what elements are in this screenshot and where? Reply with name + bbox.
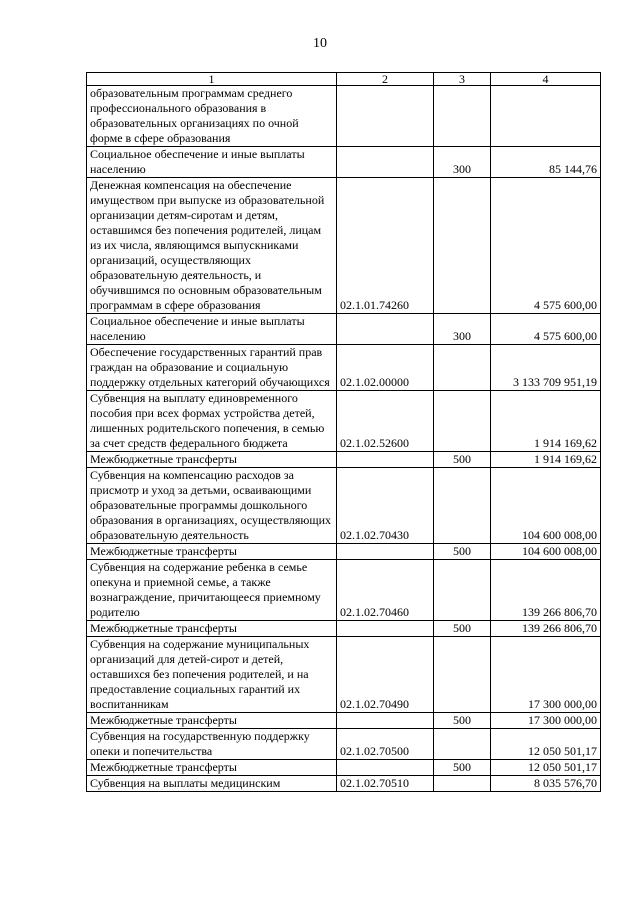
table-row	[87, 760, 601, 776]
row-type-cell: 500	[434, 713, 491, 729]
row-amount-cell: 8 035 576,70	[491, 776, 601, 792]
table-header-row	[87, 73, 601, 86]
table-row	[87, 560, 601, 621]
row-name-cell: Межбюджетные трансферты	[87, 760, 337, 776]
row-amount-cell: 17 300 000,00	[491, 713, 601, 729]
row-type-cell	[434, 345, 491, 391]
row-name-cell: Социальное обеспечение и иные выплаты населению	[87, 314, 337, 345]
row-type-cell	[434, 178, 491, 314]
row-amount-cell: 1 914 169,62	[491, 391, 601, 452]
column-header-1: 1	[87, 73, 337, 86]
table-row	[87, 391, 601, 452]
table-row	[87, 468, 601, 544]
row-amount-cell: 4 575 600,00	[491, 314, 601, 345]
row-amount-cell: 104 600 008,00	[491, 468, 601, 544]
row-name-cell: Межбюджетные трансферты	[87, 452, 337, 468]
row-amount-cell: 12 050 501,17	[491, 760, 601, 776]
row-type-cell	[434, 729, 491, 760]
row-amount-cell: 1 914 169,62	[491, 452, 601, 468]
row-code-cell: 02.1.02.70500	[337, 729, 434, 760]
row-amount-cell: 139 266 806,70	[491, 621, 601, 637]
row-code-cell	[337, 713, 434, 729]
table-row	[87, 637, 601, 713]
row-amount-cell: 139 266 806,70	[491, 560, 601, 621]
table-row	[87, 314, 601, 345]
row-type-cell: 500	[434, 621, 491, 637]
row-amount-cell: 4 575 600,00	[491, 178, 601, 314]
row-code-cell	[337, 452, 434, 468]
row-amount-cell: 17 300 000,00	[491, 637, 601, 713]
row-code-cell	[337, 621, 434, 637]
column-header-4: 4	[491, 73, 601, 86]
row-code-cell: 02.1.02.52600	[337, 391, 434, 452]
row-type-cell	[434, 560, 491, 621]
row-name-cell: Субвенция на содержание ребенка в семье опекуна и приемной семье, а также вознаграждение, причитающееся приемному родителю	[87, 560, 337, 621]
table-row	[87, 729, 601, 760]
row-name-cell: Субвенция на компенсацию расходов за присмотр и уход за детьми, осваивающими образовательные программы дошкольного образования в организациях, осуществляющих образовательную деятельность	[87, 468, 337, 544]
row-amount-cell	[491, 86, 601, 147]
row-code-cell: 02.1.02.70460	[337, 560, 434, 621]
table-row	[87, 776, 601, 792]
table-row	[87, 147, 601, 178]
page-number: 10	[313, 36, 327, 51]
row-type-cell: 500	[434, 760, 491, 776]
row-code-cell: 02.1.02.70510	[337, 776, 434, 792]
table-row	[87, 544, 601, 560]
row-code-cell	[337, 760, 434, 776]
row-type-cell: 500	[434, 544, 491, 560]
row-amount-cell: 12 050 501,17	[491, 729, 601, 760]
row-type-cell	[434, 468, 491, 544]
row-type-cell	[434, 86, 491, 147]
row-code-cell	[337, 314, 434, 345]
column-header-2: 2	[337, 73, 434, 86]
row-code-cell: 02.1.02.70430	[337, 468, 434, 544]
table-row	[87, 345, 601, 391]
table-row	[87, 621, 601, 637]
table-row	[87, 86, 601, 147]
table-row	[87, 452, 601, 468]
row-name-cell: Субвенция на государственную поддержку опеки и попечительства	[87, 729, 337, 760]
row-type-cell: 500	[434, 452, 491, 468]
row-name-cell: Субвенция на выплаты медицинским	[87, 776, 337, 792]
column-header-3: 3	[434, 73, 491, 86]
row-type-cell	[434, 637, 491, 713]
row-amount-cell: 104 600 008,00	[491, 544, 601, 560]
row-name-cell: Межбюджетные трансферты	[87, 544, 337, 560]
table-row	[87, 713, 601, 729]
budget-table	[86, 72, 601, 792]
row-name-cell: Межбюджетные трансферты	[87, 621, 337, 637]
row-amount-cell: 85 144,76	[491, 147, 601, 178]
row-amount-cell: 3 133 709 951,19	[491, 345, 601, 391]
row-code-cell	[337, 147, 434, 178]
row-name-cell: Субвенция на содержание муниципальных организаций для детей-сирот и детей, оставшихся без попечения родителей, и на предоставление социальных гарантий их воспитанникам	[87, 637, 337, 713]
row-name-cell: Межбюджетные трансферты	[87, 713, 337, 729]
row-name-cell: образовательным программам среднего профессионального образования в образовательных организациях по очной форме в сфере образования	[87, 86, 337, 147]
table-body	[87, 86, 601, 792]
row-type-cell	[434, 776, 491, 792]
row-type-cell: 300	[434, 147, 491, 178]
table-row	[87, 178, 601, 314]
row-code-cell: 02.1.02.00000	[337, 345, 434, 391]
row-code-cell: 02.1.01.74260	[337, 178, 434, 314]
row-code-cell: 02.1.02.70490	[337, 637, 434, 713]
row-name-cell: Обеспечение государственных гарантий прав граждан на образование и социальную поддержку отдельных категорий обучающихся	[87, 345, 337, 391]
row-name-cell: Субвенция на выплату единовременного пособия при всех формах устройства детей, лишенных родительского попечения, в семью за счет средств федерального бюджета	[87, 391, 337, 452]
row-code-cell	[337, 86, 434, 147]
row-name-cell: Социальное обеспечение и иные выплаты населению	[87, 147, 337, 178]
row-name-cell: Денежная компенсация на обеспечение имуществом при выпуске из образовательной организации детям-сиротам и детям, оставшимся без попечения родителей, лицам из их числа, являющимся выпускниками организаций, осуществляющих образовательную деятельность, и обучившимся по основным образовательным программам в сфере образования	[87, 178, 337, 314]
row-code-cell	[337, 544, 434, 560]
row-type-cell: 300	[434, 314, 491, 345]
row-type-cell	[434, 391, 491, 452]
